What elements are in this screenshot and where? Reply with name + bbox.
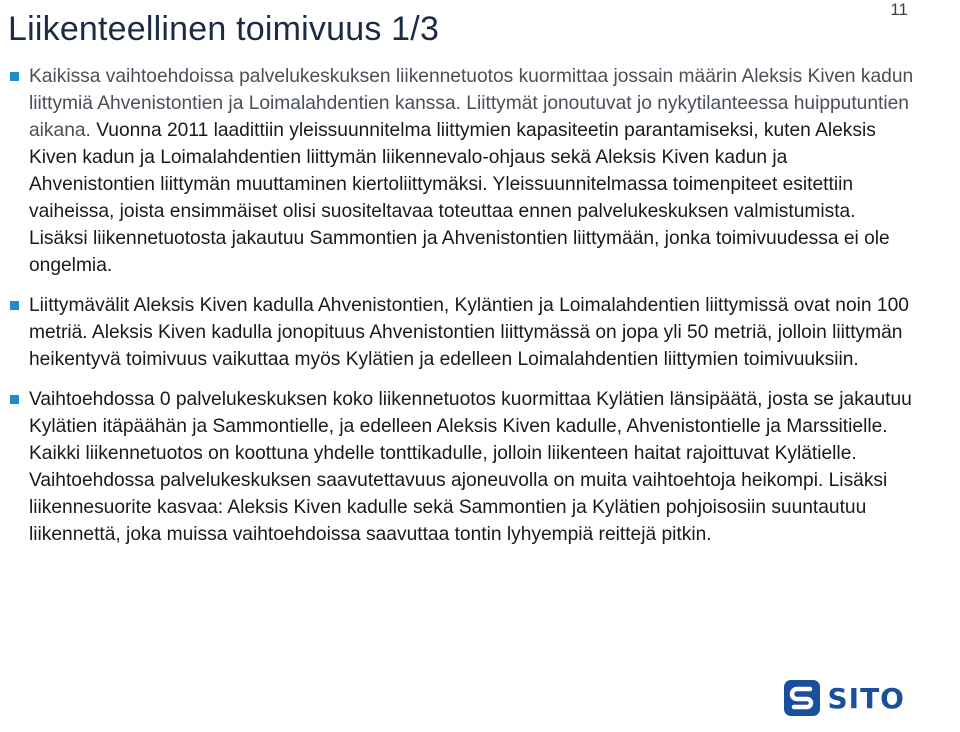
bullet-text [29, 63, 915, 279]
bullet-text [29, 292, 915, 373]
bullet-list [10, 63, 915, 561]
sito-logo-icon [784, 680, 820, 716]
bullet-body-text: Vuonna 2011 laadittiin yleissuunnitelma liittymien kapasiteetin parantamiseksi, kuten Aleksis Kiven kadun ja Loimalahdentien liittymän liikennevalo-ohjaus sekä Aleksis Kiven kadun ja Ahvenistontien liittymän muuttaminen kiertoliittymäksi. Yleissuunnitelmassa toimenpiteet esitettiin vaiheissa, joista ensimmäiset olisi suositeltavaa toteuttaa ennen palvelukeskuksen valmistumista. Lisäksi liikennetuotosta jakautuu Sammontien ja Ahvenistontien liittymään, jonka toimivuudessa ei ole ongelmia. [29, 120, 890, 276]
square-bullet-icon [10, 72, 19, 81]
bullet-text [29, 386, 915, 548]
sito-logo [784, 680, 906, 716]
bullet-item [10, 386, 915, 548]
bullet-body-text: Liittymävälit Aleksis Kiven kadulla Ahvenistontien, Kyläntien ja Loimalahdentien liittymissä ovat noin 100 metriä. Aleksis Kiven kadulla jonopituus Ahvenistontien liittymässä on jopa yli 50 metriä, jolloin liittymän heikentyvä toimivuus vaikuttaa myös Kylätien ja edelleen Loimalahdentien liittymien toimivuuksiin. [29, 295, 909, 370]
sito-logo-text: SITO [827, 681, 905, 715]
page-number: 11 [890, 0, 908, 19]
square-bullet-icon [10, 395, 19, 404]
bullet-body-text: Vaihtoehdossa 0 palvelukeskuksen koko liikennetuotos kuormittaa Kylätien länsipäätä, josta se jakautuu Kylätien itäpäähän ja Sammontielle, ja edelleen Aleksis Kiven kadulle, Ahvenistontielle ja Marssitielle. Kaikki liikennetuotos on koottuna yhdelle tonttikadulle, jolloin liikenteen haitat rajoittuvat Kylätielle. Vaihtoehdossa palvelukeskuksen saavutettavuus ajoneuvolla on muita vaihtoehtoja heikompi. Lisäksi liikennesuorite kasvaa: Aleksis Kiven kadulle sekä Sammontien ja Kylätien pohjoisosiin suuntautuu liikennettä, joka muissa vaihtoehdoissa saavuttaa tontin lyhyempiä reittejä pitkin. [29, 389, 912, 545]
bullet-lead-text: Kaikissa vaihtoehdoissa palvelukeskuksen liikennetuotos kuormittaa jossain määrin Aleksis Kiven kadun liittymiä Ahvenistontien ja Loimalahdentien kanssa. Liittymät jonoutuvat jo nykytilanteessa huipputuntien aikana. [29, 66, 914, 141]
bullet-item [10, 63, 915, 279]
bullet-item [10, 292, 915, 373]
square-bullet-icon [10, 301, 19, 310]
slide-title: Liikenteellinen toimivuus 1/3 [8, 10, 440, 48]
